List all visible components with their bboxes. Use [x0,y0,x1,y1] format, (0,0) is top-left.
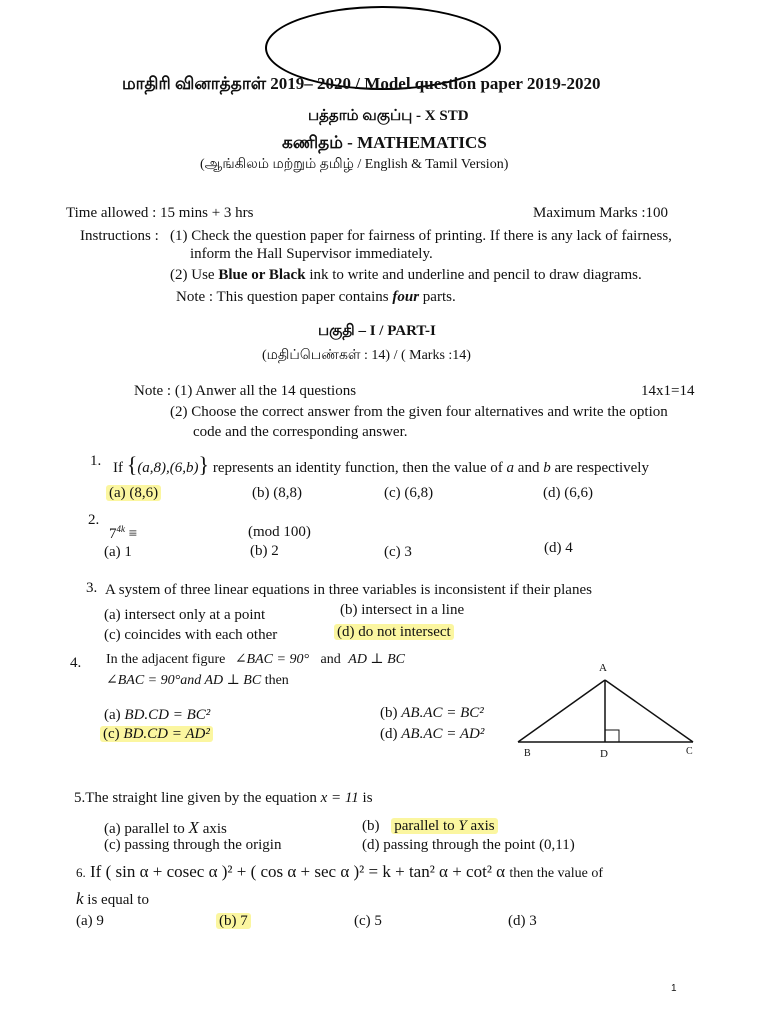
q3-option-a: (a) intersect only at a point [104,607,266,623]
triangle-figure [518,662,698,766]
q1-option-a: (a) (8,6) [106,485,161,502]
q6-option-c: (c) 5 [354,913,382,929]
q1-option-d: (d) (6,6) [543,485,593,501]
q5-option-b: (b) parallel to Y axis [362,818,498,835]
q2-option-c: (c) 3 [384,544,412,560]
q5-option-c: (c) passing through the origin [104,837,282,853]
instruction-1a: (1) Check the question paper for fairness of printing. If there is any lack of fairness, [170,228,672,244]
q4-number: 4. [70,655,82,671]
q4-option-c: (c) BD.CD = AD² [100,726,213,743]
part-note-2a: (2) Choose the correct answer from the given four alternatives and write the option [170,404,668,420]
vertex-c-label: C [686,746,693,757]
q3-option-b: (b) intersect in a line [340,602,465,618]
subject-title: கணிதம் - MATHEMATICS [282,133,487,152]
side-ac [605,680,693,742]
part-marks: (மதிப்பெண்கள் : 14) / ( Marks :14) [262,348,471,363]
q2-mod: (mod 100) [248,524,311,540]
q2-option-a: (a) 1 [104,544,132,560]
q5-text: 5.The straight line given by the equation x = 11 is [74,790,373,806]
q6-line-2: k is equal to [76,889,149,908]
part-note-marks: 14x1=14 [641,383,695,399]
q4-option-b: (b) AB.AC = BC² [380,705,484,721]
q6-option-d: (d) 3 [508,913,537,929]
q1-number: 1. [90,453,102,469]
q4-option-a: (a) BD.CD = BC² [104,707,211,723]
point-d-label: D [600,748,608,760]
side-ab [518,680,605,742]
q1-option-c: (c) (6,8) [384,485,434,501]
vertex-b-label: B [524,748,531,759]
q3-option-d: (d) do not intersect [334,624,454,641]
q6-line-1: 6. If ( sin α + cosec α )² + ( cos α + sec α )² = k + tan² α + cot² α then the value of [76,862,604,881]
instruction-1b: inform the Hall Supervisor immediately. [190,246,433,262]
q2-expression: $7^{4k}$ ≡ [109,524,138,542]
paper-title: மாதிரி வினாத்தாள் 2019– 2020 / Model question paper 2019-2020 [122,74,601,93]
std-line: பத்தாம் வகுப்பு - X STD [308,108,469,124]
part-note-1: Note : (1) Anwer all the 14 questions [134,383,357,399]
q3-number: 3. [86,580,98,596]
part-note-2b: code and the corresponding answer. [193,424,408,440]
version-line: (ஆங்கிலம் மற்றும் தமிழ் / English & Tamil Version) [200,157,509,172]
part-title: பகுதி – I / PART-I [318,323,436,339]
page-number: 1 [671,983,677,994]
q2-option-d: (d) 4 [544,540,573,556]
q4-line-2: ∠BAC = 90°and AD ⊥ BC then [106,673,289,688]
q3-option-c: (c) coincides with each other [104,627,278,643]
q6-option-a: (a) 9 [76,913,104,929]
q4-option-d: (d) AB.AC = AD² [380,726,485,742]
q6-option-b: (b) 7 [216,913,251,930]
q3-text: A system of three linear equations in three variables is inconsistent if their planes [105,582,592,598]
q4-line-1: In the adjacent figure ∠BAC = 90° and AD ⊥ BC [106,652,405,667]
instruction-2: (2) Use Blue or Black ink to write and underline and pencil to draw diagrams. [170,267,642,283]
max-marks: Maximum Marks :100 [533,205,668,221]
q2-number: 2. [88,512,100,528]
q2-option-b: (b) 2 [250,543,279,559]
q5-option-a: (a) parallel to X axis [104,818,227,837]
q1-text: If {(a,8),(6,b)} represents an identity function, then the value of a and b are respectively [113,452,649,477]
q1-option-b: (b) (8,8) [252,485,302,501]
time-allowed: Time allowed : 15 mins + 3 hrs [66,205,254,221]
vertex-a-label: A [599,662,607,674]
parts-note: Note : This question paper contains four parts. [176,289,456,305]
right-angle-mark [605,730,619,742]
q5-option-d: (d) passing through the point (0,11) [362,837,575,853]
instructions-label: Instructions : [80,228,159,244]
